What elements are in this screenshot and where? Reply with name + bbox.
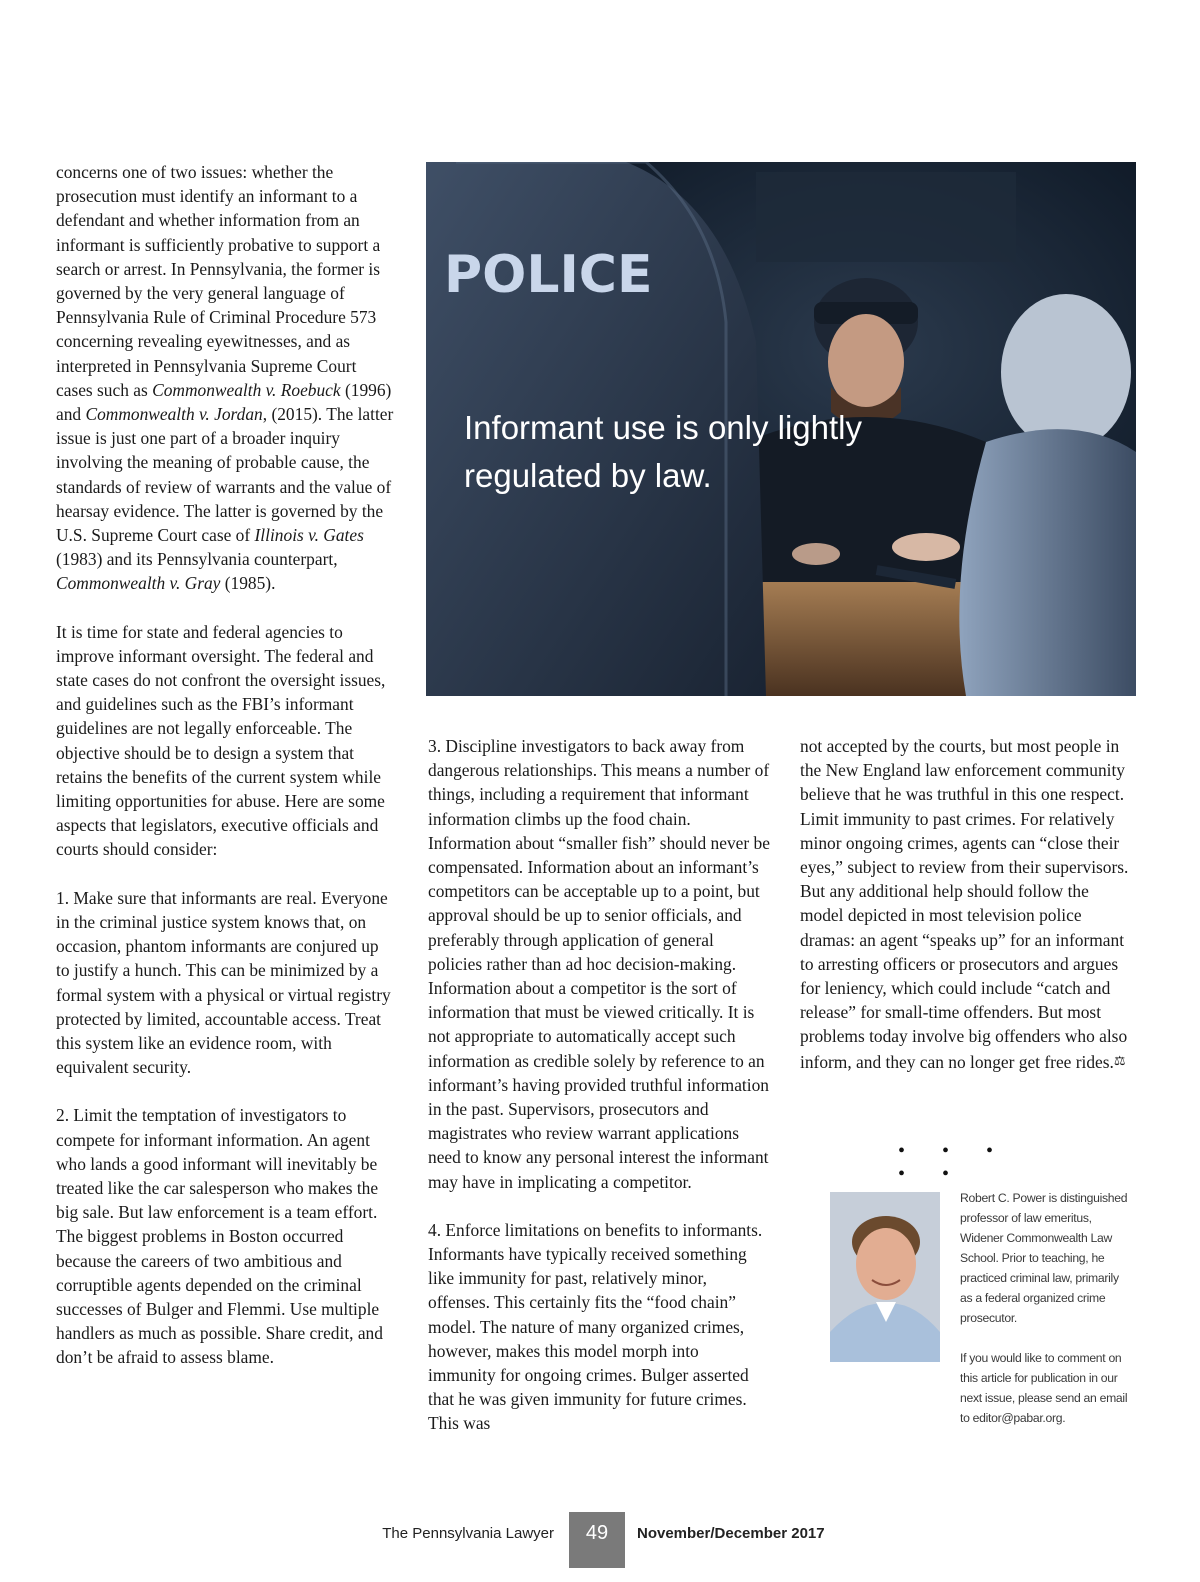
publication-name: The Pennsylvania Lawyer [382, 1525, 554, 1542]
article-text-segment: (1983) and its Pennsylvania counterpart, [56, 549, 338, 570]
article-paragraph: It is time for state and federal agencies to improve informant oversight. The federal and state cases do not confront the oversight issues, and guidelines such as the FBI’s informant guidelines are not legally enforceable. The objective should be to design a system that retains the benefits of the current system while limiting opportunities for abuse. Here are some aspects that legislators, executive officials and courts should consider: [56, 621, 386, 860]
page-footer [0, 1512, 1200, 1568]
article-paragraph-item-2: 2. Limit the temptation of investigators to compete for informant information. An agent who lands a good informant will inevitably be treated like the car salesperson who makes the big sale. But law enforcement is a team effort. The biggest problems in Boston occurred because the careers of two ambitious and corruptible agents depended on the criminal successes of Bulger and Flemmi. Use multiple handlers as much as possible. Share credit, and don’t be afraid to assess blame. [56, 1105, 383, 1368]
end-mark-icon: ⚖ [1113, 1052, 1126, 1068]
author-portrait-image [830, 1192, 940, 1362]
article-text-segment: concerns one of two issues: whether the prosecution must identify an informant to a defendant and whether information from an informant is sufficiently probative to support a search or arrest. In Pennsylvania, the former is governed by the very general language of Pennsylvania Rule of Criminal Procedure 573 concerning revealing eyewitnesses, and as interpreted in Pennsylvania Supreme Court cases such as [56, 162, 381, 400]
section-separator: • • • • • [898, 1140, 1010, 1185]
page-number: 49 [569, 1512, 625, 1568]
author-photo [830, 1192, 940, 1362]
police-jacket-text: POLICE [444, 245, 653, 305]
article-column-3 [800, 734, 1136, 1098]
article-paragraph-item-1: 1. Make sure that informants are real. Everyone in the criminal justice system knows that, on occasion, phantom informants are conjured up to justify a hunch. This can be minimized by a formal system with a physical or virtual registry protected by limited, accountable access. Treat this system like an evidence room, with equivalent security. [56, 887, 391, 1078]
article-paragraph [56, 160, 396, 596]
article-paragraph-item-4: 4. Enforce limitations on benefits to informants. Informants have typically received something like immunity for past, relatively minor, offenses. This certainly fits the “food chain” model. The nature of many organized crimes, however, makes this model morph into immunity for ongoing crimes. Bulger asserted that he was given immunity for future crimes. This was [428, 1219, 763, 1434]
author-bio-text: Robert C. Power is distinguished professor of law emeritus, Widener Commonwealth Law School. Prior to teaching, he practiced criminal law, primarily as a federal organized crime prosecutor. [960, 1191, 1128, 1325]
article-column-2 [428, 734, 770, 1460]
issue-date: November/December 2017 [637, 1525, 825, 1542]
article-text-segment: (1996) and [56, 379, 392, 425]
comment-invitation: If you would like to comment on this article for publication in our next issue, please send an email to editor@pabar.org. [960, 1351, 1128, 1425]
photo-caption: Informant use is only lightly regulated by law. [464, 409, 863, 494]
case-citation: Commonwealth v. Jordan [85, 404, 263, 425]
article-text-segment: , (2015). The latter issue is just one part of a broader inquiry involving the meaning of probable cause, the standards of review of warrants and the value of hearsay evidence. The latter is governed by the U.S. Supreme Court case of [56, 404, 394, 546]
article-paragraph [800, 734, 1136, 1074]
article-paragraph-item-3: 3. Discipline investigators to back away from dangerous relationships. This means a number of things, including a requirement that informant information climbs up the food chain. Information about “smaller fish” should never be compensated. Information about an informant’s competitors can be acceptable up to a point, but approval should be up to senior officials, and preferably through application of general policies rather than ad hoc decision-making. Information about a competitor is the sort of information that must be viewed critically. It is not appropriate to automatically accept such information as credible solely by reference to an informant’s having provided truthful information in the past. Supervisors, prosecutors and magistrates who review warrant applications need to know any personal interest the informant may have in implicating a competitor. [428, 736, 770, 1192]
author-bio [960, 1188, 1130, 1448]
article-photo [426, 162, 1136, 696]
article-column-1 [56, 160, 396, 1394]
case-citation: Commonwealth v. Gray [56, 573, 221, 594]
case-citation: Illinois v. Gates [254, 525, 364, 546]
article-paragraph-text: not accepted by the courts, but most people in the New England law enforcement community believe that he was truthful in this one respect. Limit immunity to past crimes. For relatively minor ongoing crimes, agents can “close their eyes,” subject to review from their supervisors. But any additional help should follow the model depicted in most television police dramas: an agent “speaks up” for an informant to arresting officers or prosecutors and argues for leniency, which could include “catch and release” for small-time offenders. But most problems today involve big offenders who also inform, and they can no longer get free rides. [800, 736, 1129, 1072]
case-citation: Commonwealth v. Roebuck [152, 379, 341, 400]
article-text-segment: (1985). [220, 573, 276, 594]
